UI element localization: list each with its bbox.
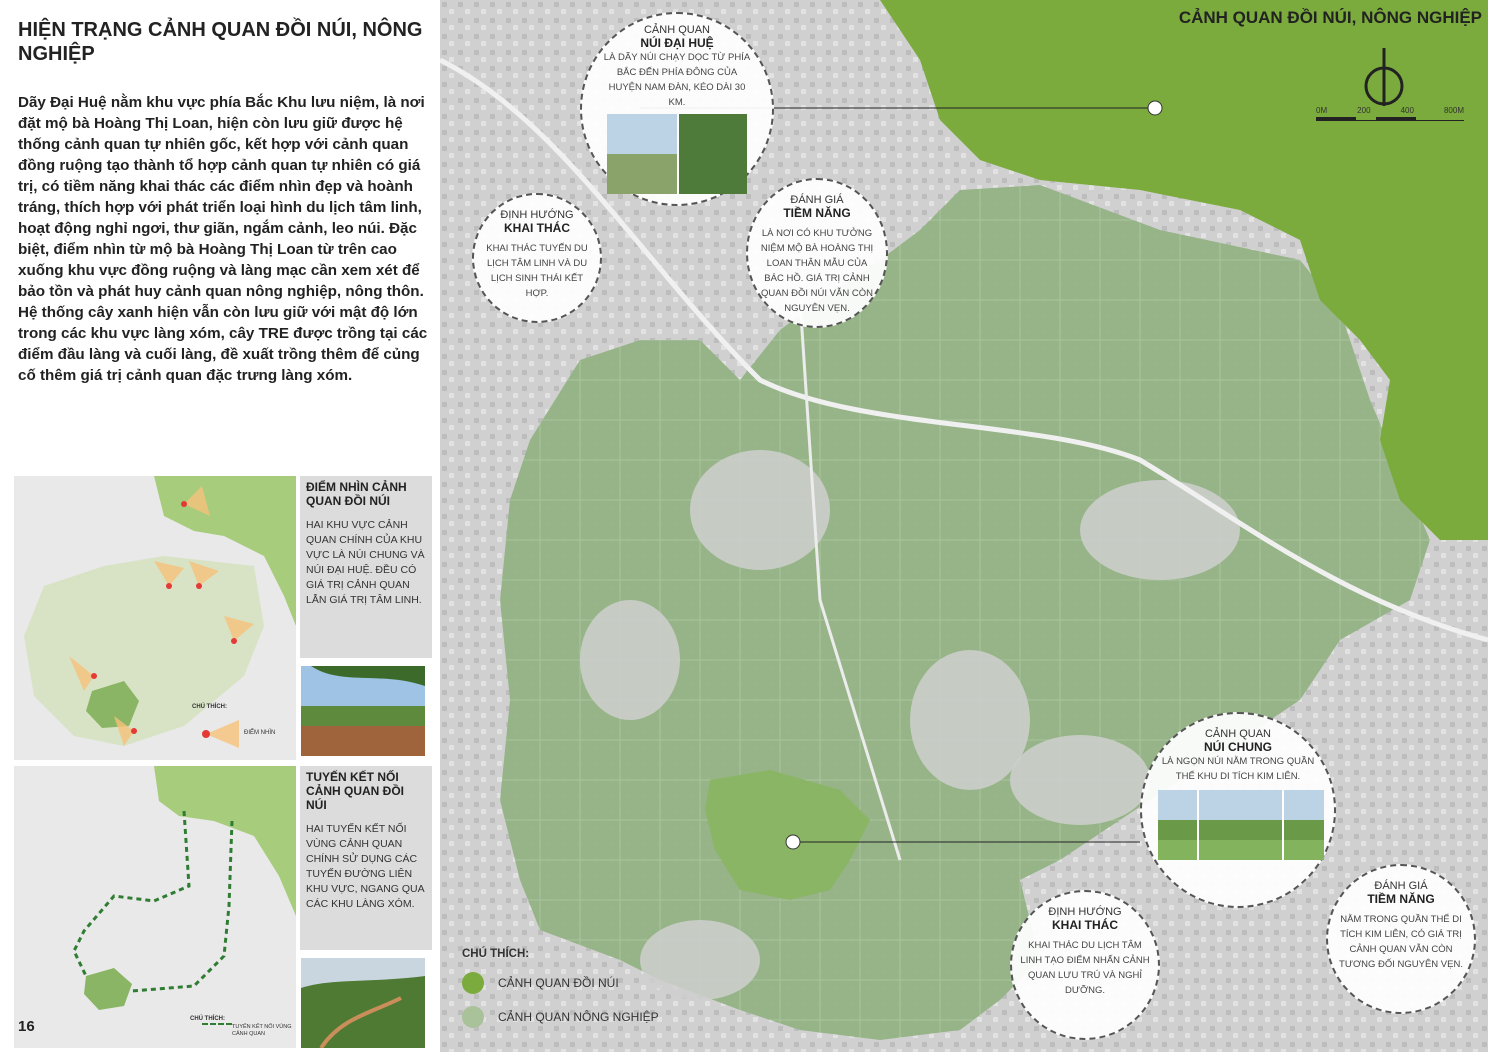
- page-title: HIỆN TRẠNG CẢNH QUAN ĐỒI NÚI, NÔNG NGHIỆP: [18, 19, 423, 65]
- bubble-subtitle: ĐÁNH GIÁ: [790, 194, 844, 206]
- viewpoint-marker: [196, 583, 202, 589]
- scale-label: 0M: [1316, 106, 1328, 115]
- viewpoint-heading: ĐIỂM NHÌN CẢNH QUAN ĐỒI NÚI: [306, 480, 407, 508]
- map-legend: [462, 948, 692, 1028]
- bubble-subtitle: CẢNH QUAN: [1204, 728, 1271, 740]
- bubble-text: LÀ DÃY NÚI CHẠY DỌC TỪ PHÍA BẮC ĐẾN PHÍA ĐÔNG CỦA HUYỆN NAM ĐÀN, KÉO DÀI 30 KM.: [603, 52, 751, 108]
- bubble-text: LÀ NGỌN NÚI NẰM TRONG QUẦN THỂ KHU DI TÍCH KIM LIÊN.: [1161, 756, 1315, 782]
- orientation-bubble-2: [1010, 890, 1160, 1040]
- assessment-bubble-2: [1326, 864, 1476, 1014]
- legend-item-mountain: [462, 972, 692, 994]
- bubble-text: KHAI THÁC TUYẾN DU LỊCH TÂM LINH VÀ DU LỊCH SINH THÁI KẾT HỢP.: [486, 243, 588, 299]
- daihue-marker: [1148, 101, 1162, 115]
- assessment-bubble-1: [746, 178, 888, 328]
- connection-text: HAI TUYẾN KẾT NỐI VÙNG CẢNH QUAN CHÍNH SỬ DỤNG CÁC TUYẾN ĐƯỜNG LIÊN KHU VỰC, NGANG QUA CÁC KHU LÀNG XÓM.: [306, 823, 425, 910]
- scale-label: 200: [1357, 106, 1371, 115]
- bubble-text: NẰM TRONG QUẦN THỂ DI TÍCH KIM LIÊN, CÓ GIÁ TRỊ CẢNH QUAN VẪN CÒN TƯƠNG ĐỐI NGUYÊN VẸN.: [1339, 914, 1463, 970]
- minimap2-legend-item: TUYẾN KẾT NỐI VÙNG CẢNH QUAN: [232, 1024, 292, 1037]
- viewpoint-marker: [91, 673, 97, 679]
- viewpoint-marker: [231, 638, 237, 644]
- nuichung-photos: [1158, 790, 1324, 860]
- viewpoint-text: HAI KHU VỰC CẢNH QUAN CHÍNH CỦA KHU VỰC LÀ NÚI CHUNG VÀ NÚI ĐẠI HUỆ. ĐỀU CÓ GIÁ TRỊ CẢNH QUAN LẪN GIÁ TRỊ TÂM LINH.: [306, 519, 425, 606]
- orientation-bubble-1: [472, 193, 602, 323]
- map-title: CẢNH QUAN ĐỒI NÚI, NÔNG NGHIỆP: [1178, 8, 1482, 27]
- bubble-title: NÚI ĐẠI HUỆ: [640, 36, 714, 50]
- viewpoint-marker: [181, 501, 187, 507]
- left-column: [0, 0, 440, 1052]
- bubble-title: KHAI THÁC: [1052, 918, 1118, 932]
- bubble-title: TIỀM NĂNG: [783, 206, 851, 220]
- scale-label: 800M: [1443, 106, 1464, 115]
- bubble-title: KHAI THÁC: [504, 221, 570, 235]
- connection-heading: TUYẾN KẾT NỐI CẢNH QUAN ĐỒI NÚI: [306, 770, 404, 812]
- viewpoint-panel: [300, 476, 432, 658]
- minimap2-legend-title: CHÚ THÍCH:: [190, 1016, 225, 1022]
- bubble-subtitle: ĐỊNH HƯỚNG: [500, 209, 574, 221]
- minimap1-legend-item: ĐIỂM NHÌN: [244, 730, 276, 736]
- bubble-title: NÚI CHUNG: [1204, 740, 1272, 754]
- legend-swatch: [462, 1006, 484, 1028]
- minimap1-legend-title: CHÚ THÍCH:: [192, 704, 227, 710]
- nuichung-info-bubble: [1140, 712, 1336, 908]
- viewpoint-marker: [131, 728, 137, 734]
- legend-title: CHÚ THÍCH:: [462, 948, 530, 960]
- connection-photo: [301, 958, 425, 1048]
- legend-label: CẢNH QUAN NÔNG NGHIỆP: [498, 1010, 659, 1024]
- legend-swatch: [462, 972, 484, 994]
- nuichung-marker: [786, 835, 800, 849]
- bubble-subtitle: ĐỊNH HƯỚNG: [1048, 906, 1122, 918]
- legend-item-agriculture: [462, 1006, 692, 1028]
- bubble-subtitle: ĐÁNH GIÁ: [1374, 880, 1428, 892]
- description-text: Dãy Đại Huệ nằm khu vực phía Bắc Khu lưu niệm, là nơi đặt mộ bà Hoàng Thị Loan, hiện còn lưu giữ được hệ thống cảnh quan tự nhiên gốc, kết hợp với cảnh quan đồng ruộng tạo thành tổ hợp cảnh quan tự nhiên có giá trị, có tiềm năng khai thác các điểm nhìn đẹp và hoành tráng, thích hợp với phát triển loại hình du lịch tâm linh, hoạt động nghỉ ngơi, thư giãn, ngắm cảnh, leo núi. Đặc biệt, điểm nhìn từ mộ bà Hoàng Thị Loan từ trên cao xuống khu vực đồng ruộng và làng mạc cần xem xét để bảo tồn và phát huy cảnh quan nông nghiệp, nông thôn. Hệ thống cây xanh hiện vẫn còn lưu giữ với mật độ lớn trong các khu vực làng xóm, cây TRE được trồng tại các điểm đầu làng và cuối làng, đề xuất trồng thêm để củng cố thêm giá trị cảnh quan đặc trưng làng xóm.: [18, 94, 428, 384]
- legend-label: CẢNH QUAN ĐỒI NÚI: [498, 976, 619, 990]
- scale-bar: [1316, 106, 1464, 123]
- bubble-subtitle: CẢNH QUAN: [643, 24, 710, 36]
- scale-label: 400: [1400, 106, 1414, 115]
- page-number: 16: [18, 1018, 35, 1035]
- viewpoint-marker: [166, 583, 172, 589]
- connection-panel: [300, 766, 432, 950]
- viewpoint-minimap: [14, 476, 296, 760]
- bubble-text: LÀ NƠI CÓ KHU TƯỞNG NIỆM MỘ BÀ HOÀNG THỊ LOAN THÂN MẪU CỦA BÁC HỒ. GIÁ TRỊ CẢNH QUAN ĐỒI NÚI VẪN CÒN NGUYÊN VẸN.: [760, 228, 874, 314]
- connection-minimap: [14, 766, 296, 1048]
- viewpoint-photo: [301, 666, 425, 756]
- daihue-photos: [607, 114, 747, 194]
- daihue-info-bubble: [580, 12, 774, 206]
- bubble-title: TIỀM NĂNG: [1367, 892, 1435, 906]
- bubble-text: KHAI THÁC DU LỊCH TÂM LINH TẠO ĐIỂM NHẤN CẢNH QUAN LƯU TRÚ VÀ NGHỈ DƯỠNG.: [1020, 940, 1150, 996]
